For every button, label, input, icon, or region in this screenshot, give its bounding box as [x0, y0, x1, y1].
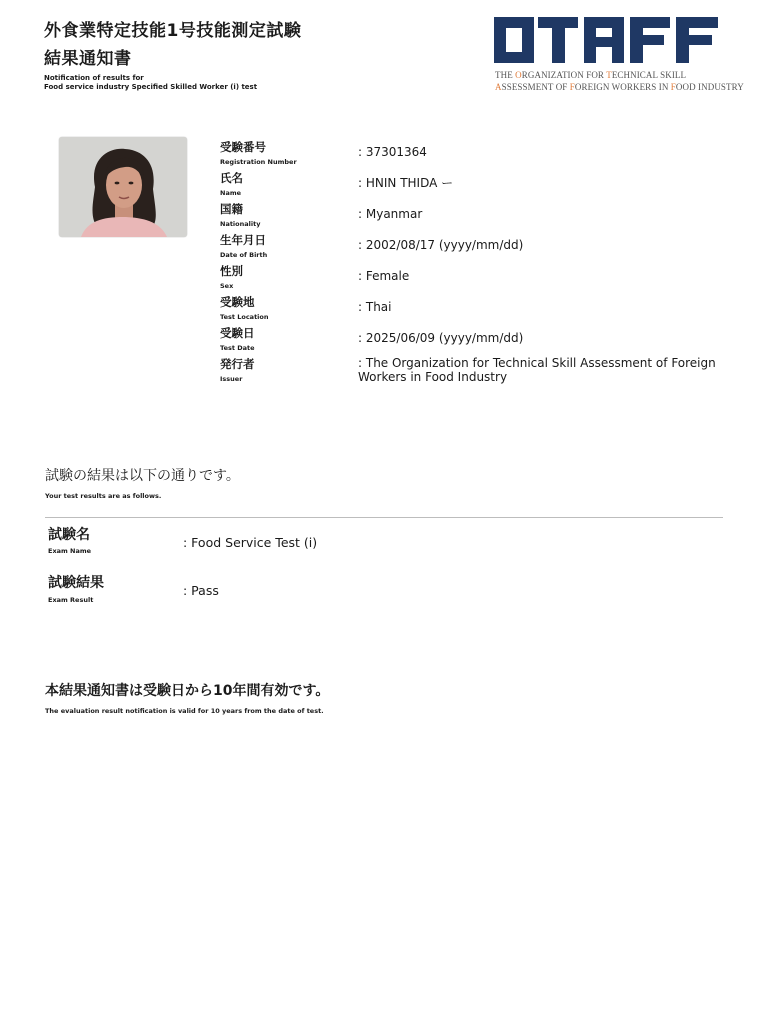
registration-label-jp: 受験番号 — [220, 140, 266, 154]
dob-label-jp: 生年月日 — [220, 233, 266, 247]
nationality-label-en: Nationality — [220, 220, 261, 228]
otaff-logo — [494, 17, 718, 63]
sex-label-en: Sex — [220, 282, 234, 290]
test-date-label-en: Test Date — [220, 344, 255, 352]
name-label-en: Name — [220, 189, 242, 197]
exam-result-label-jp: 試験結果 — [48, 575, 104, 591]
test-date-label-jp: 受験日 — [220, 326, 255, 340]
document-title-jp-line2: 結果通知書 — [44, 49, 132, 69]
exam-name-label-en: Exam Name — [48, 547, 92, 555]
issuer-value-line2: Workers in Food Industry — [358, 370, 508, 384]
validity-note-en: The evaluation result notification is valid for 10 years from the date of test. — [45, 707, 324, 715]
document-title-jp: 外食業特定技能1号技能測定試験 — [44, 21, 302, 41]
sex-label-jp: 性別 — [220, 264, 243, 278]
issuer-value-line1: : The Organization for Technical Skill Assessment of Foreign — [358, 356, 716, 370]
registration-value: : 37301364 — [358, 145, 427, 159]
issuer-label-jp: 発行者 — [220, 357, 255, 371]
name-label-jp: 氏名 — [220, 171, 243, 185]
document-title-en: Notification of results for — [44, 74, 144, 82]
logo-subtitle-line2: ASSESSMENT OF FOREIGN WORKERS IN FOOD INDUSTRY — [495, 82, 744, 92]
nationality-label-jp: 国籍 — [220, 202, 243, 216]
exam-name-label-jp: 試験名 — [48, 527, 90, 543]
location-label-jp: 受験地 — [220, 295, 255, 309]
results-intro-jp: 試験の結果は以下の通りです。 — [45, 468, 240, 484]
validity-note-jp: 本結果通知書は受験日から10年間有効です。 — [45, 683, 330, 699]
portrait-image — [59, 137, 187, 237]
applicant-photo — [59, 137, 187, 237]
name-value: : HNIN THIDA ー — [358, 176, 454, 190]
results-intro-en: Your test results are as follows. — [45, 492, 162, 500]
location-label-en: Test Location — [220, 313, 269, 321]
registration-label-en: Registration Number — [220, 158, 297, 166]
issuer-label-en: Issuer — [220, 375, 243, 383]
logo-subtitle-line1: THE ORGANIZATION FOR TECHNICAL SKILL — [495, 70, 687, 80]
exam-result-label-en: Exam Result — [48, 596, 94, 604]
dob-value: : 2002/08/17 (yyyy/mm/dd) — [358, 238, 524, 252]
document-title-en-line2: Food service industry Specified Skilled Worker (i) test — [44, 83, 258, 91]
dob-label-en: Date of Birth — [220, 251, 268, 259]
nationality-value: : Myanmar — [358, 207, 423, 221]
section-divider — [45, 517, 723, 518]
exam-name-value: : Food Service Test (i) — [183, 535, 318, 550]
sex-value: : Female — [358, 269, 410, 283]
location-value: : Thai — [358, 300, 392, 314]
exam-result-value: : Pass — [183, 583, 219, 598]
test-date-value: : 2025/06/09 (yyyy/mm/dd) — [358, 331, 524, 345]
